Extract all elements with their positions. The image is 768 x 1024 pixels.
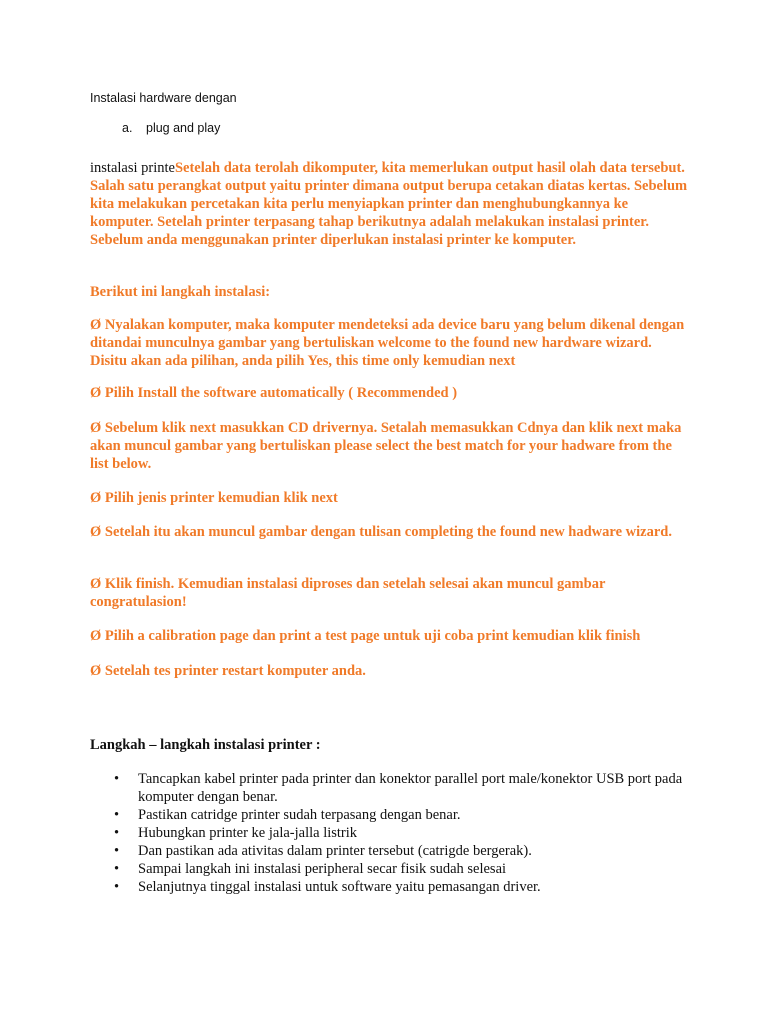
bullet-icon: • <box>114 843 120 859</box>
sub-list-marker: a. <box>122 121 133 135</box>
list-item <box>90 806 690 824</box>
list-item <box>90 878 690 896</box>
list-item <box>90 842 690 860</box>
bullet-icon: • <box>114 861 120 877</box>
step-item: Ø Klik finish. Kemudian instalasi diproses dan setelah selesai akan muncul gambar congratulasion! <box>90 576 606 610</box>
list-item-text: Sampai langkah ini instalasi peripheral secar fisik sudah selesai <box>138 861 507 877</box>
document-page <box>90 0 690 1024</box>
bullet-icon: • <box>114 807 120 823</box>
step-item: Ø Pilih Install the software automatically ( Recommended ) <box>90 385 458 401</box>
list-item-text: Selanjutnya tinggal instalasi untuk software yaitu pemasangan driver. <box>138 879 541 895</box>
list-item-text: Dan pastikan ada ativitas dalam printer tersebut (catrigde bergerak). <box>138 843 532 859</box>
step-item: Ø Nyalakan komputer, maka komputer mendeteksi ada device baru yang belum dikenal dengan ditandai munculnya gambar yang bertuliskan welcome to the found new hardware wizard. Disitu akan ada pilihan, anda pilih Yes, this time only kemudian next <box>90 317 685 369</box>
list-item <box>90 860 690 878</box>
bullet-icon: • <box>114 879 120 895</box>
intro-paragraph <box>90 159 690 249</box>
list-item <box>90 770 690 806</box>
list-item-text: Pastikan catridge printer sudah terpasang dengan benar. <box>138 807 461 823</box>
list-item-text: Hubungkan printer ke jala-jalla listrik <box>138 825 358 841</box>
sub-list-item <box>122 121 722 135</box>
list-item <box>90 824 690 842</box>
step-item: Ø Sebelum klik next masukkan CD drivernya. Setalah memasukkan Cdnya dan klik next maka akan muncul gambar yang bertuliskan please select the best match for your hadware from the list below. <box>90 420 682 472</box>
bullet-icon: • <box>114 825 120 841</box>
bullet-list <box>90 770 690 896</box>
list-item-text: Tancapkan kabel printer pada printer dan konektor parallel port male/konektor USB port pada komputer dengan benar. <box>138 771 683 805</box>
document-title: Instalasi hardware dengan <box>90 91 237 105</box>
step-item: Ø Pilih jenis printer kemudian klik next <box>90 490 338 506</box>
intro-prefix: instalasi printe <box>90 160 175 176</box>
step-item: Ø Pilih a calibration page dan print a test page untuk uji coba print kemudian klik finish <box>90 628 641 644</box>
langkah-heading: Langkah – langkah instalasi printer : <box>90 737 321 753</box>
step-item: Ø Setelah tes printer restart komputer anda. <box>90 663 366 679</box>
bullet-icon: • <box>114 771 120 787</box>
steps-heading: Berikut ini langkah instalasi: <box>90 284 271 300</box>
intro-text: Setelah data terolah dikomputer, kita memerlukan output hasil olah data tersebut. Salah satu perangkat output yaitu printer dimana output berupa cetakan diatas kertas. Sebelum kita melakukan percetakan kita perlu menyiapkan printer dan menghubungkannya ke komputer. Setelah printer terpasang tahap berikutnya adalah melakukan instalasi printer. Sebelum anda menggunakan printer diperlukan instalasi printer ke komputer. <box>90 160 688 248</box>
step-item: Ø Setelah itu akan muncul gambar dengan tulisan completing the found new hadware wizard. <box>90 524 672 540</box>
sub-list-label: plug and play <box>146 121 221 135</box>
